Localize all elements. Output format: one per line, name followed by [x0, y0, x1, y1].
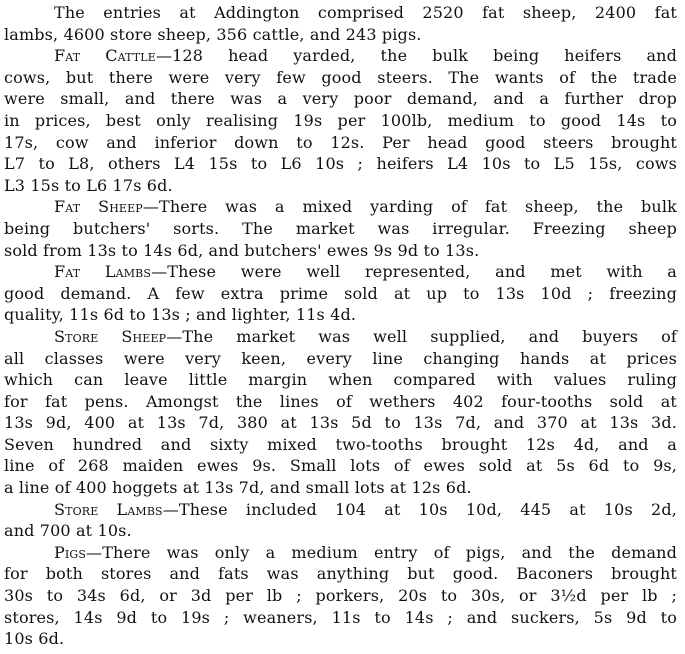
text-line: 13s 9d, 400 at 13s 7d, 380 at 13s 5d to 13s 7d, and 370 at 13s 3d. [4, 413, 677, 433]
text-line: were small, and there was a very poor demand, and a further drop [4, 89, 677, 109]
paragraph-pigs [4, 542, 677, 650]
text-line: The entries at Addington comprised 2520 fat sheep, 2400 fat [54, 3, 677, 22]
section-heading: Store Lambs [54, 499, 163, 519]
text-line: in prices, best only realising 19s per 100lb, medium to good 14s to [4, 110, 677, 130]
paragraph-first-line [4, 45, 677, 67]
text-line: line of 268 maiden ewes 9s. Small lots of ewes sold at 5s 6d to 9s, [4, 456, 677, 476]
section-heading: Pigs [54, 542, 87, 562]
text-line: L3 15s to L6 17s 6d. [4, 175, 173, 195]
paragraph-fat-lambs [4, 261, 677, 326]
text-line: lambs, 4600 store sheep, 356 cattle, and 243 pigs. [4, 24, 422, 44]
text-run: —128 head yarded, the bulk being heifers and [155, 46, 677, 66]
text-run: —There was a mixed yarding of fat sheep, the bulk [142, 197, 678, 217]
text-run: —These were well represented, and met with a [151, 262, 677, 282]
paragraph-fat-sheep [4, 196, 677, 261]
text-line: and 700 at 10s. [4, 521, 132, 541]
text-line: 17s, cow and inferior down to 12s. Per head good steers brought [4, 132, 677, 152]
text-line: for fat pens. Amongst the lines of wethers 402 four-tooths sold at [4, 391, 677, 411]
text-line: good demand. A few extra prime sold at up to 13s 10d ; freezing [4, 283, 677, 303]
text-line: being butchers' sorts. The market was irregular. Freezing sheep [4, 218, 677, 238]
text-line: stores, 14s 9d to 19s ; weaners, 11s to 14s ; and suckers, 5s 9d to [4, 607, 677, 627]
paragraph-store-sheep [4, 326, 677, 499]
text-line: all classes were very keen, every line changing hands at prices [4, 348, 677, 368]
paragraph-fat-cattle [4, 45, 677, 196]
paragraph-first-line [4, 326, 677, 348]
paragraph-first-line [4, 542, 677, 564]
text-line: quality, 11s 6d to 13s ; and lighter, 11s 4d. [4, 305, 357, 325]
text-run: —The market was well supplied, and buyers of [166, 326, 677, 346]
paragraph-store-lambs [4, 499, 677, 542]
text-line: which can leave little margin when compared with values ruling [4, 370, 677, 390]
text-line: Seven hundred and sixty mixed two-tooths brought 12s 4d, and a [4, 434, 677, 454]
text-line: sold from 13s to 14s 6d, and butchers' ewes 9s 9d to 13s. [4, 240, 480, 260]
paragraph-first-line [4, 261, 677, 283]
section-heading: Fat Sheep [54, 197, 143, 217]
section-heading: Fat Cattle [54, 46, 156, 66]
text-line: 10s 6d. [4, 629, 65, 649]
text-run: —There was only a medium entry of pigs, and the demand [86, 542, 677, 562]
paragraph-first-line [4, 499, 677, 521]
section-heading: Fat Lambs [54, 262, 152, 282]
text-run: —These included 104 at 10s 10d, 445 at 10s 2d, [162, 499, 677, 519]
text-line: a line of 400 hoggets at 13s 7d, and small lots at 12s 6d. [4, 478, 472, 498]
text-line: cows, but there were very few good steers. The wants of the trade [4, 67, 677, 87]
text-line: 30s to 34s 6d, or 3d per lb ; porkers, 20s to 30s, or 3½d per lb ; [4, 586, 677, 606]
paragraph-intro [4, 2, 677, 45]
paragraph-first-line [4, 196, 677, 218]
text-line: L7 to L8, others L4 15s to L6 10s ; heifers L4 10s to L5 15s, cows [4, 154, 677, 174]
section-heading: Store Sheep [54, 326, 167, 346]
text-line: for both stores and fats was anything but good. Baconers brought [4, 564, 677, 584]
